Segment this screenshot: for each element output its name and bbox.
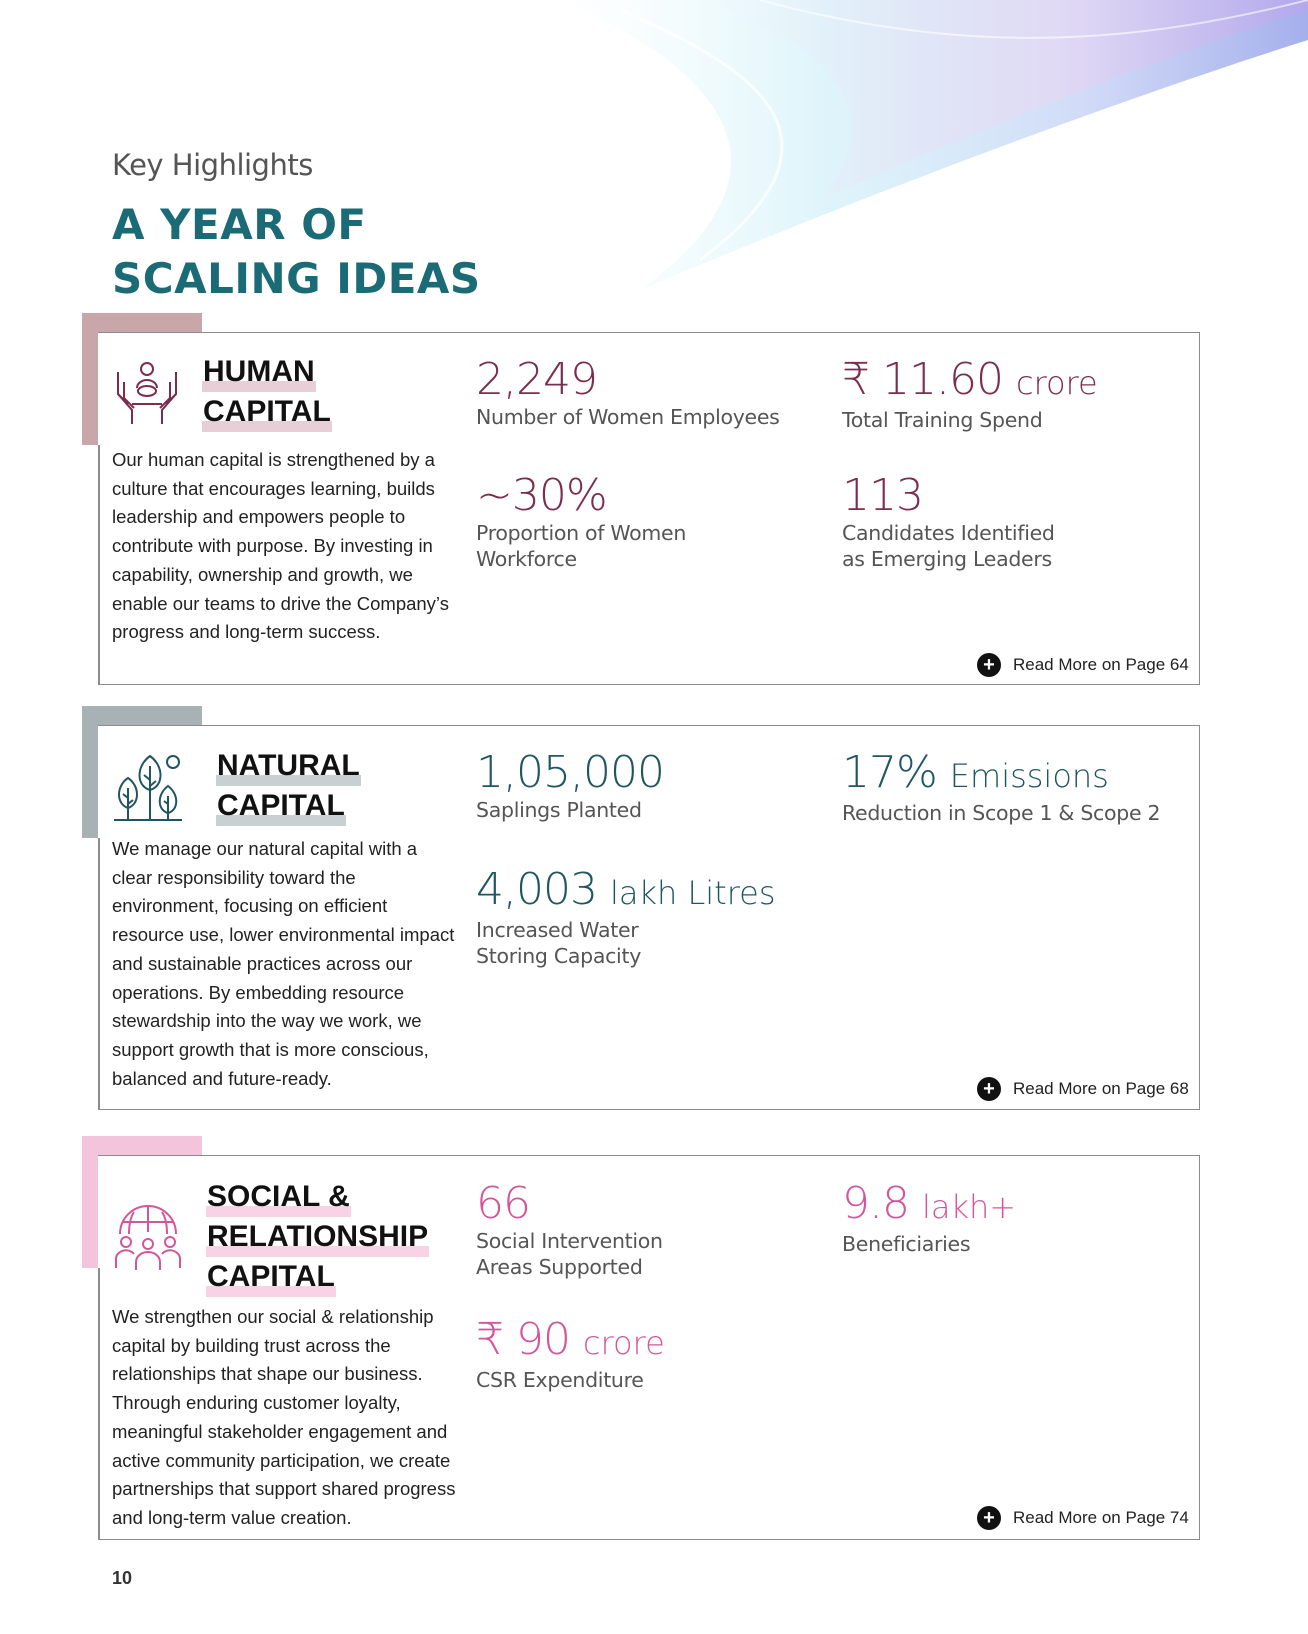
social-capital-title <box>206 1177 429 1297</box>
natural-capital-title <box>216 746 361 826</box>
metric-unit: crore <box>583 1324 665 1362</box>
natural-capital-description: We manage our natural capital with a clear responsibility toward the environment, focusing on efficient resource use, lower environmental impact and sustainable practices across our operations. By embedding resource stewardship into the way we work, we support growth that is more conscious, balanced and future-ready. <box>112 838 455 1089</box>
human-capital-description: Our human capital is strengthened by a culture that encourages learning, builds leadership and empowers people to contribute with purpose. By investing in capability, ownership and growth, we enable our teams to drive the Company’s progress and long-term success. <box>112 449 449 643</box>
metric-unit: lakh+ <box>921 1188 1017 1226</box>
metric-value: 2,249 <box>476 354 597 405</box>
section-kicker: Key Highlights <box>112 148 313 182</box>
metric-value: 4,003 <box>476 864 597 915</box>
hands-people-icon <box>112 358 182 428</box>
metric-csr-expenditure <box>476 1316 665 1393</box>
social-title-line-3: CAPITAL <box>206 1257 336 1297</box>
metric-water-capacity <box>476 866 776 969</box>
metric-emerging-leaders <box>842 472 1055 572</box>
metric-label: Number of Women Employees <box>476 405 780 429</box>
metric-intervention-areas <box>476 1180 663 1280</box>
metric-value: ~30% <box>476 470 607 521</box>
metric-value: 17% <box>842 747 937 798</box>
metric-beneficiaries <box>842 1180 1016 1257</box>
social-card-left-edge <box>98 1268 100 1540</box>
human-card-left-edge <box>98 445 100 685</box>
metric-value: 113 <box>842 470 923 521</box>
metric-women-employees <box>476 356 780 430</box>
metric-value: 1,05,000 <box>476 747 664 798</box>
human-title-line-2: CAPITAL <box>202 392 332 432</box>
page-title-line-2: SCALING IDEAS <box>112 254 481 303</box>
metric-saplings-planted <box>476 749 664 823</box>
read-more-label: Read More on Page 68 <box>1013 1079 1189 1098</box>
social-title-line-1: SOCIAL & <box>206 1177 351 1217</box>
natural-title-line-2: CAPITAL <box>216 786 346 826</box>
natural-read-more-link[interactable] <box>977 1077 1189 1101</box>
metric-label: Proportion of Women Workforce <box>476 521 687 571</box>
metric-label: Reduction in Scope 1 & Scope 2 <box>842 801 1161 825</box>
rupee-symbol: ₹ <box>476 1314 503 1365</box>
globe-community-icon <box>112 1200 184 1272</box>
read-more-label: Read More on Page 74 <box>1013 1508 1189 1527</box>
rupee-symbol: ₹ <box>842 354 869 405</box>
human-title-line-1: HUMAN <box>202 352 316 392</box>
metric-label: Social Intervention Areas Supported <box>476 1229 663 1279</box>
metric-label: Candidates Identified as Emerging Leaders <box>842 521 1055 571</box>
metric-value: 9.8 <box>842 1178 909 1229</box>
metric-label: Beneficiaries <box>842 1232 971 1256</box>
plus-icon: + <box>977 1077 1001 1101</box>
metric-unit: crore <box>1015 364 1098 402</box>
metric-label: CSR Expenditure <box>476 1368 644 1392</box>
metric-label: Total Training Spend <box>842 408 1043 432</box>
page-title <box>112 198 481 306</box>
metric-unit: Emissions <box>949 757 1109 795</box>
social-title-line-2: RELATIONSHIP <box>206 1217 429 1257</box>
plus-icon: + <box>977 653 1001 677</box>
page-number: 10 <box>112 1568 133 1588</box>
metric-emissions-reduction <box>842 749 1160 826</box>
read-more-label: Read More on Page 64 <box>1013 655 1189 674</box>
human-read-more-link[interactable] <box>977 653 1189 677</box>
metric-label: Increased Water Storing Capacity <box>476 918 642 968</box>
social-read-more-link[interactable] <box>977 1506 1189 1530</box>
page-title-line-1: A YEAR OF <box>112 200 367 249</box>
natural-title-line-1: NATURAL <box>216 746 361 786</box>
metric-value: 11.60 <box>882 354 1003 405</box>
metric-value: 66 <box>476 1178 530 1229</box>
social-capital-description: We strengthen our social & relationship capital by building trust across the relationships that shape our business. Through enduring customer loyalty, meaningful stakeholder engagement and active community participation, we create partnerships that support shared progress and long-term value creation. <box>112 1306 456 1528</box>
human-capital-title <box>202 352 332 432</box>
natural-card-left-edge <box>98 838 100 1110</box>
trees-icon <box>110 752 186 824</box>
plus-icon: + <box>977 1506 1001 1530</box>
metric-training-spend <box>842 356 1098 433</box>
metric-value: 90 <box>516 1314 570 1365</box>
metric-unit: lakh Litres <box>609 874 776 912</box>
metric-women-workforce <box>476 472 686 572</box>
metric-label: Saplings Planted <box>476 798 642 822</box>
